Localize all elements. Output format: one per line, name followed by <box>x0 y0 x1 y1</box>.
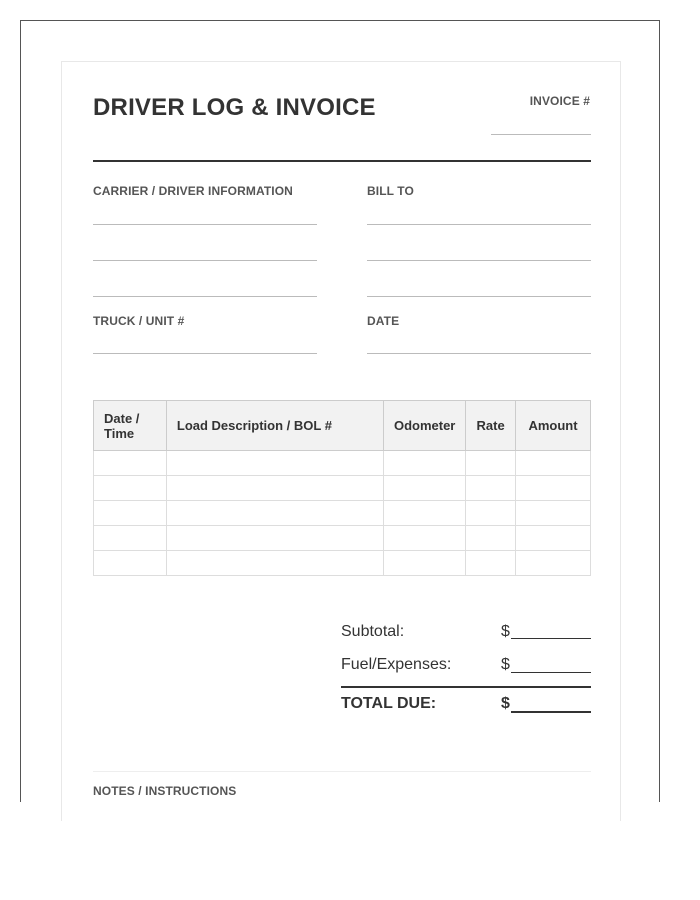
table-cell[interactable] <box>466 501 516 526</box>
totals-divider <box>341 686 591 688</box>
table-cell[interactable] <box>94 551 167 576</box>
carrier-line-3[interactable] <box>93 296 317 297</box>
subtotal-currency: $ <box>501 623 510 640</box>
table-cell[interactable] <box>384 451 466 476</box>
bill-to-line-1[interactable] <box>367 224 591 225</box>
total-due-field[interactable] <box>511 711 591 713</box>
table-row <box>94 526 591 551</box>
table-cell[interactable] <box>94 501 167 526</box>
table-row <box>94 476 591 501</box>
subtotal-label: Subtotal: <box>341 623 405 640</box>
fuel-expenses-currency: $ <box>501 656 510 673</box>
header-date-time: Date / Time <box>94 401 167 451</box>
table-cell[interactable] <box>166 476 383 501</box>
truck-unit-field[interactable] <box>93 353 317 354</box>
header-divider <box>93 160 591 162</box>
page-frame <box>20 20 660 802</box>
table-cell[interactable] <box>466 526 516 551</box>
invoice-number-field[interactable] <box>491 134 591 135</box>
table-row <box>94 451 591 476</box>
total-due-label: TOTAL DUE: <box>341 695 437 712</box>
table-row <box>94 551 591 576</box>
table-cell[interactable] <box>166 501 383 526</box>
header-odometer: Odometer <box>384 401 466 451</box>
table-cell[interactable] <box>516 526 591 551</box>
table-cell[interactable] <box>466 476 516 501</box>
table-cell[interactable] <box>516 501 591 526</box>
bill-to-line-2[interactable] <box>367 260 591 261</box>
table-cell[interactable] <box>166 551 383 576</box>
table-cell[interactable] <box>384 501 466 526</box>
carrier-line-1[interactable] <box>93 224 317 225</box>
table-cell[interactable] <box>94 476 167 501</box>
table-cell[interactable] <box>166 526 383 551</box>
table-cell[interactable] <box>466 551 516 576</box>
log-table <box>93 400 591 576</box>
table-cell[interactable] <box>384 476 466 501</box>
header-amount: Amount <box>516 401 591 451</box>
date-label: DATE <box>367 314 400 328</box>
table-cell[interactable] <box>516 476 591 501</box>
table-cell[interactable] <box>516 551 591 576</box>
total-due-currency: $ <box>501 695 510 712</box>
truck-unit-label: TRUCK / UNIT # <box>93 314 185 328</box>
table-row <box>94 501 591 526</box>
fuel-expenses-field[interactable] <box>511 672 591 673</box>
date-field[interactable] <box>367 353 591 354</box>
table-cell[interactable] <box>94 526 167 551</box>
table-cell[interactable] <box>166 451 383 476</box>
header-rate: Rate <box>466 401 516 451</box>
invoice-sheet <box>61 61 621 821</box>
carrier-line-2[interactable] <box>93 260 317 261</box>
bill-to-line-3[interactable] <box>367 296 591 297</box>
notes-divider <box>93 771 591 772</box>
table-cell[interactable] <box>384 526 466 551</box>
invoice-number-label: INVOICE # <box>529 94 590 108</box>
carrier-driver-label: CARRIER / DRIVER INFORMATION <box>93 184 293 198</box>
table-cell[interactable] <box>384 551 466 576</box>
document-title: DRIVER LOG & INVOICE <box>93 94 376 121</box>
fuel-expenses-label: Fuel/Expenses: <box>341 656 452 673</box>
table-cell[interactable] <box>466 451 516 476</box>
header-load-description: Load Description / BOL # <box>166 401 383 451</box>
table-cell[interactable] <box>516 451 591 476</box>
subtotal-field[interactable] <box>511 638 591 639</box>
table-header-row <box>94 401 591 451</box>
bill-to-label: BILL TO <box>367 184 414 198</box>
notes-label: NOTES / INSTRUCTIONS <box>93 784 237 798</box>
table-cell[interactable] <box>94 451 167 476</box>
